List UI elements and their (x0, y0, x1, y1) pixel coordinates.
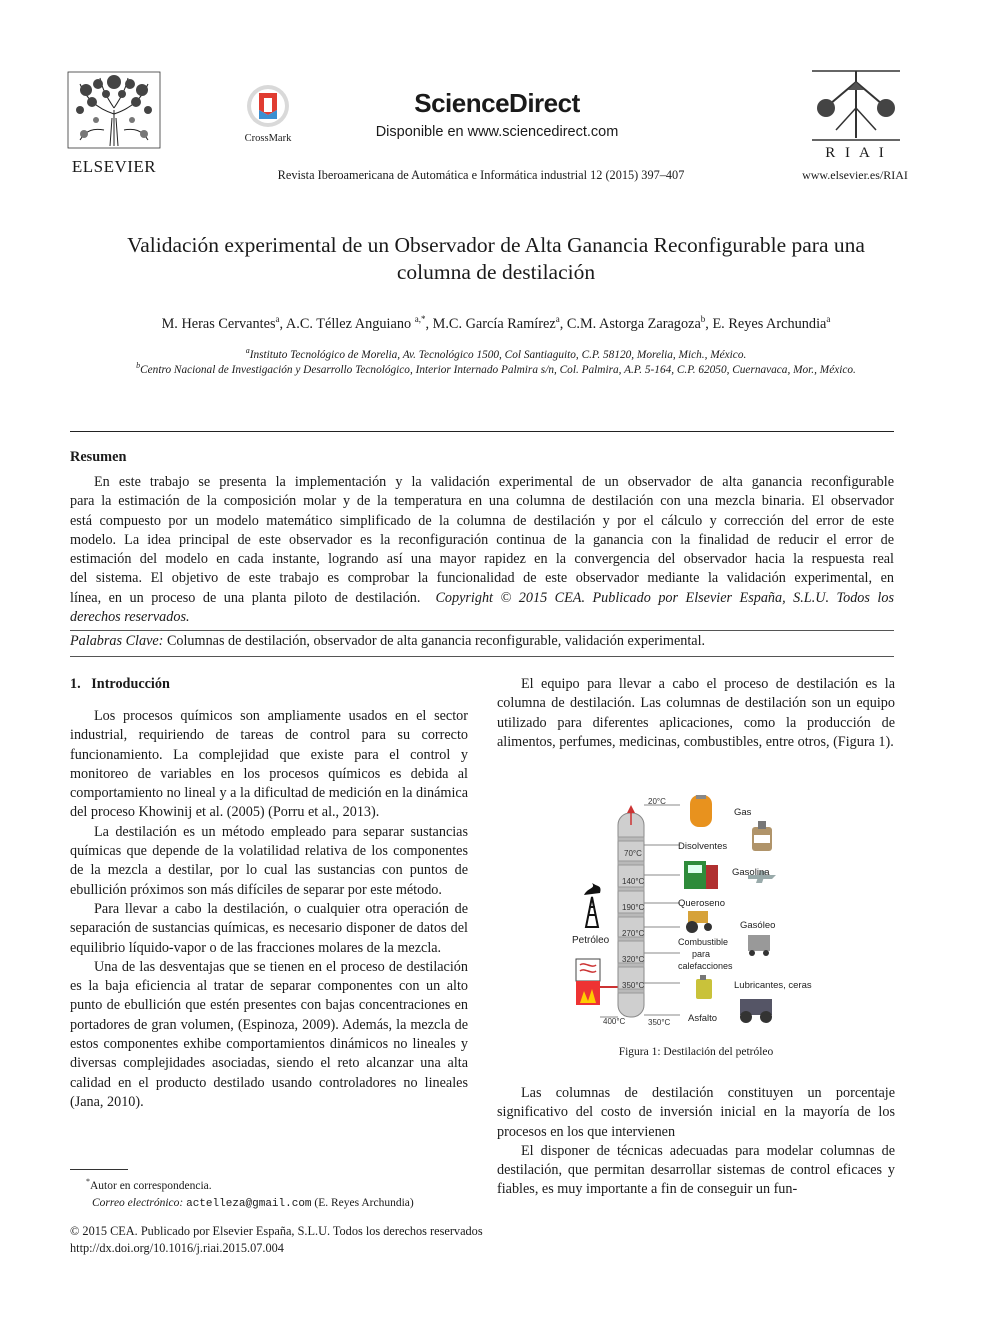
riai-emblem-icon (808, 68, 904, 142)
svg-text:calefacciones: calefacciones (678, 961, 733, 971)
svg-text:Gas: Gas (734, 807, 752, 818)
abstract-line-5: estimación del modelo en cada instante, logrando así una mayor rapidez en la convergencia del observador hacia la respuesta real (70, 551, 894, 568)
abstract-heading: Resumen (70, 449, 127, 465)
svg-text:350°C: 350°C (648, 1018, 671, 1027)
svg-text:Disolventes: Disolventes (678, 841, 728, 852)
distillation-diagram (562, 795, 828, 1027)
abstract-line-6: del sistema. El objetivo de este trabajo es comprobar la funcionalidad de este observador mediante la validación experimental, en (70, 570, 894, 587)
paper-title-line-2: columna de destilación (396, 260, 596, 284)
abstract-copyright: Copyright © 2015 CEA. Publicado por Elsevier España, S.L.U. Todos los (435, 589, 894, 606)
paper-title (40, 232, 952, 286)
svg-text:para: para (692, 949, 711, 959)
crossmark-label: CrossMark (244, 133, 292, 144)
svg-text:190°C: 190°C (622, 903, 645, 912)
figure-1 (562, 795, 828, 1027)
available-at-text: Disponible en www.sciencedirect.com (375, 124, 619, 140)
svg-text:70°C: 70°C (624, 849, 642, 858)
gas-station-icon (684, 861, 718, 889)
author-3[interactable]: M.C. García Ramírez$^a$, (432, 314, 567, 332)
author-4[interactable]: C.M. Astorga Zaragoza$^b$, (566, 314, 713, 332)
riai-logo (808, 68, 904, 161)
intro-paragraph-3: Para llevar a cabo la destilación, o cualquier otra operación de separación de sustancias químicas, es necesario disponer de datos del equilibrio líquido-vapor o de las fracciones molares de la mezcla. (70, 900, 468, 956)
journal-citation: Revista Iberoamericana de Automática e Informática industrial 12 (2015) 397–407 (277, 168, 685, 182)
footer-doi-link[interactable]: http://dx.doi.org/10.1016/j.riai.2015.07.004 (70, 1241, 284, 1255)
sciencedirect-brand[interactable]: ScienceDirect (414, 88, 580, 118)
svg-text:20°C: 20°C (648, 797, 666, 806)
crossmark-icon (246, 84, 290, 128)
footnote-rule (70, 1169, 128, 1170)
right-column-top (497, 675, 895, 752)
abstract-line-7: línea, en un proceso de una planta piloto de destilación. Copyright © 2015 CEA. Publicado por Elsevier España, S.L.U. Todos los (70, 589, 894, 606)
crossmark-logo[interactable] (236, 84, 300, 146)
svg-text:Queroseno: Queroseno (678, 898, 726, 909)
elsevier-wordmark: ELSEVIER (71, 157, 157, 176)
author-list (40, 314, 952, 333)
asphalt-roller-icon (740, 999, 772, 1023)
tractor-icon (686, 911, 712, 933)
oil-derrick-icon (584, 883, 601, 927)
svg-text:Combustible: Combustible (678, 937, 729, 947)
author-2[interactable]: A.C. Téllez Anguiano $^{a,*}$, (285, 314, 433, 332)
keywords-top-rule (70, 630, 894, 631)
section-1-heading: 1. Introducción (70, 676, 170, 692)
abstract-line-3: está compuesto por un modelo matemático simplificado de la columna de destilación y por el cálculo y corrección del error de este (70, 512, 894, 529)
riai-url[interactable]: www.elsevier.es/RIAI (802, 168, 908, 182)
svg-text:400°C: 400°C (603, 1017, 626, 1026)
footer-copyright: © 2015 CEA. Publicado por Elsevier España, S.L.U. Todos los derechos reservados (70, 1224, 483, 1238)
intro-paragraph-1: Los procesos químicos son ampliamente usados en el sector industrial, requiriendo de tareas de control para su correcto funcionamiento. La complejidad que existe para el control y monitoreo de variables en los procesos químicos es debida al comportamiento no lineal y a la dificultad de medición en la dinámica del proceso Khowinij et al. (2005) (Porru et al., 2013). (70, 708, 468, 821)
affiliation-a: $^a$Instituto Tecnológico de Morelia, Av. Tecnológico 1500, Col Santiaguito, C.P. 58120, Morelia, Mich., México. (245, 346, 747, 361)
right-paragraph-3: El disponer de técnicas adecuadas para modelar columnas de destilación, que permitan desarrollar sistemas de control eficaces y fiables, es muy importante a fin de conseguir un fun- (497, 1142, 895, 1198)
svg-text:Gasolina: Gasolina (732, 867, 770, 878)
abstract-body (70, 473, 894, 627)
svg-text:350°C: 350°C (622, 981, 645, 990)
svg-text:140°C: 140°C (622, 877, 645, 886)
svg-text:Gasóleo: Gasóleo (740, 920, 776, 931)
svg-text:Lubricantes, ceras: Lubricantes, ceras (734, 980, 812, 991)
elsevier-logo (66, 70, 162, 176)
author-email-link[interactable]: actelleza@gmail.com (186, 1197, 312, 1210)
keywords-label: Palabras Clave: (70, 633, 164, 649)
riai-wordmark: R I A I (825, 145, 887, 161)
author-5[interactable]: E. Reyes Archundia$^a$ (712, 314, 831, 332)
abstract-line-4: modelo. La idea principal de este observador es la reconfiguración continua de la ganancia con la finalidad de reducir el error de (70, 531, 894, 548)
truck-icon (748, 935, 770, 956)
footer (70, 1223, 483, 1257)
figure-1-caption: Figura 1: Destilación del petróleo (618, 1046, 774, 1058)
intro-paragraph-4: Una de las desventajas que se tienen en el proceso de destilación es la baja eficiencia al tratar de separar componentes con un alto punto de ebullición que estén presentes con bajas concentraciones en portadores de gran volumen, (Espinoza, 2009). Además, la mezcla de estos componentes exhibe comportamientos dinámicos no lineales y diversas complejidades asociadas, siendo el reto alcanzar una alta calidad en el producto destilado usando controladores no lineales (Jana, 2010). (70, 958, 468, 1110)
abstract-line-8: derechos reservados. (70, 609, 190, 626)
paper-title-line-1: Validación experimental de un Observador de Alta Ganancia Reconfigurable para una (127, 233, 865, 257)
author-1[interactable]: M. Heras Cervantes$^a$, (161, 314, 286, 332)
left-column-body (70, 707, 468, 1112)
elsevier-tree-icon (66, 70, 162, 150)
keywords (70, 633, 894, 650)
right-column-bottom (497, 1084, 895, 1200)
right-paragraph-1: El equipo para llevar a cabo el proceso de destilación es la columna de destilación. Las columnas de destilación son un equipo utilizado para diferentes aplicaciones, como la producción de alimentos, perfumes, medicinas, combustibles, entre otros, (Figura 1). (497, 676, 895, 750)
solvent-icon (752, 821, 772, 851)
svg-text:320°C: 320°C (622, 955, 645, 964)
keywords-text: Columnas de destilación, observador de alta ganancia reconfigurable, validación experimental. (166, 633, 706, 649)
oil-can-icon (696, 975, 712, 999)
keywords-bottom-rule (70, 656, 894, 657)
abstract-top-rule (70, 431, 894, 432)
abstract-line-1: En este trabajo se presenta la implementación y la validación experimental de un observador de alta ganancia reconfigurable (94, 474, 894, 490)
intro-paragraph-2: La destilación es un método empleado para separar sustancias químicas que depende de la volatilidad relativa de los componentes de la mezcla a destilar, por lo cual las sustancias con puntos de ebullición próximos son más difíciles de separar por este método. (70, 823, 468, 898)
affiliation-b: $^b$Centro Nacional de Investigación y Desarrollo Tecnológico, Interior Internado Palmira s/n, Col. Palmira, A.P. 5-164, C.P. 62050, Cuernavaca, Mor., México. (136, 361, 856, 376)
svg-text:Asfalto: Asfalto (688, 1013, 718, 1024)
footnote-corresponding: *Autor en correspondencia. Correo electrónico: actelleza@gmail.com (E. Reyes Archundia) (86, 1177, 414, 1210)
gas-cylinder-icon (690, 795, 712, 827)
right-paragraph-2: Las columnas de destilación constituyen un porcentaje significativo del costo de inversión inicial en la mayoría de los procesos en los que intervienen (497, 1085, 895, 1140)
abstract-line-2: para la estimación de la composición molar y de la temperatura en una columna de destilación con una mezcla binaria. El observador (70, 493, 894, 510)
svg-text:270°C: 270°C (622, 929, 645, 938)
petroleo-label: Petróleo (572, 935, 610, 946)
